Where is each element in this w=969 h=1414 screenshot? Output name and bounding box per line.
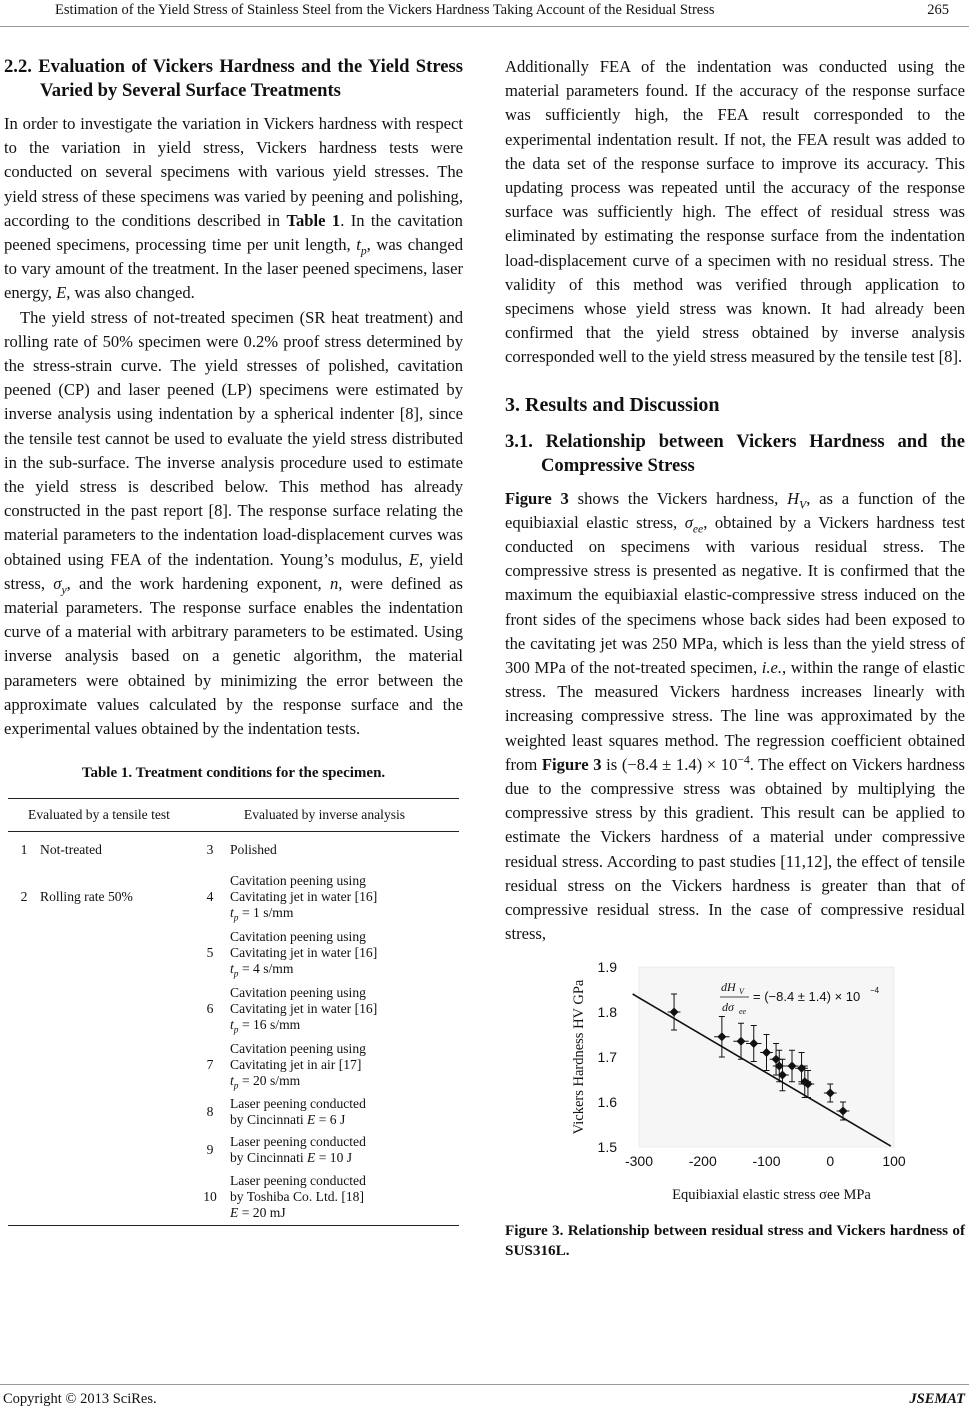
x-tick-label: -100 xyxy=(752,1152,781,1169)
x-tick-label: -300 xyxy=(624,1152,654,1169)
y-tick-label: 1.8 xyxy=(597,1003,617,1020)
y-tick-label: 1.7 xyxy=(597,1048,617,1065)
footer-rule xyxy=(0,1384,969,1385)
table-ref[interactable]: Table 1 xyxy=(286,210,341,230)
page-number: 265 xyxy=(927,2,949,18)
table-row xyxy=(8,1037,459,1093)
annotation-numerator-sub: V xyxy=(739,986,744,996)
row-number xyxy=(8,1037,40,1093)
row-number: 1 xyxy=(20,842,28,858)
treatment-description: Laser peening conducted by Toshiba Co. Ltd. [18] E = 20 mJ xyxy=(230,1169,459,1225)
journal-name: JSEMAT xyxy=(909,1391,965,1407)
table-row xyxy=(8,869,459,925)
specimen-name xyxy=(40,981,190,1037)
section-3-heading: 3. Results and Discussion xyxy=(505,393,720,416)
row-number xyxy=(8,1093,40,1131)
table-header-tensile: Evaluated by a tensile test xyxy=(8,799,190,831)
page-footer xyxy=(0,1384,969,1414)
figure-ref[interactable]: Figure 3 xyxy=(541,754,602,774)
left-column xyxy=(4,55,463,1226)
treatment-description: Cavitation peening using Cavitating jet in water [16] $t_p = 4$ s/mm xyxy=(230,928,378,980)
row-number: 9 xyxy=(206,1142,214,1158)
table-row xyxy=(8,925,459,981)
copyright: Copyright © 2013 SciRes. xyxy=(3,1391,157,1407)
row-number: 2 xyxy=(20,889,28,905)
header-rule xyxy=(0,26,969,27)
right-column xyxy=(505,55,965,1261)
hardness-stress-chart xyxy=(569,961,909,1211)
table-header-inverse: Evaluated by inverse analysis xyxy=(190,799,459,831)
paragraph: The yield stress of not-treated specimen (SR heat treatment) and rolling rate of 50% specimen were 0.2% proof stress determined by the stress-strain curve. The yield stresses of polished, cavitation peened (CP) and laser peened (LP) specimens were estimated by inverse analysis using indentation by a spherical indenter [8], since the tensile test cannot be used to evaluate the yield stress distributed in the sub-surface. The inverse analysis procedure used to estimate the yield stress is described below. This method has already constructed in the past report [8]. The response surface relating the material parameters to the indentation load-displacement curves was obtained using FEA of the indentation. Young’s modulus, E, yield stress, $\sigma_y$, and the work hardening exponent, n, were defined as material parameters. The response surface enables the indentation curve of a material with arbitrary parameters to be estimated. Using inverse analysis based on a genetic algorithm, the material parameters were obtained by minimizing the error between the approximate values calculated by the response surface and the experimental values obtained by the indentation tests. xyxy=(4,307,463,739)
row-number: 7 xyxy=(206,1057,214,1073)
figure-ref[interactable]: Figure 3 xyxy=(505,488,569,508)
treatment-description: Cavitation peening using Cavitating jet in water [16] $t_p = 16$ s/mm xyxy=(230,984,378,1036)
table-row xyxy=(8,1131,459,1169)
row-number: 5 xyxy=(206,945,214,961)
row-number xyxy=(8,1131,40,1169)
y-axis-label: Vickers Hardness HV GPa xyxy=(571,979,587,1134)
row-number xyxy=(8,1169,40,1225)
specimen-name xyxy=(40,1037,190,1093)
treatment-description: Cavitation peening using Cavitating jet in air [17] $t_p = 20$ s/mm xyxy=(230,1040,366,1092)
treatment-description: Laser peening conducted by Cincinnati E = 10 J xyxy=(230,1133,366,1166)
treatment-table xyxy=(8,798,459,1225)
row-number: 10 xyxy=(190,1169,230,1225)
row-number xyxy=(8,925,40,981)
row-number: 6 xyxy=(206,1001,214,1017)
table-caption: Table 1. Treatment conditions for the specimen. xyxy=(81,765,386,782)
annotation-value: = (−8.4 ± 1.4) × 10 xyxy=(753,988,861,1004)
treatment-description: Laser peening conducted by Cincinnati E = 6 J xyxy=(230,1095,366,1128)
specimen-name xyxy=(40,1131,190,1169)
running-title: Estimation of the Yield Stress of Stainless Steel from the Vickers Hardness Taking Account of the Residual Stress xyxy=(55,2,715,18)
specimen-name xyxy=(40,1169,190,1225)
section-3-1-heading: 3.1. Relationship between Vickers Hardness and the Compressive Stress xyxy=(505,430,965,476)
specimen-name xyxy=(40,925,190,981)
x-tick-label: 100 xyxy=(882,1152,906,1169)
row-number: 8 xyxy=(206,1104,214,1120)
specimen-name xyxy=(40,1093,190,1131)
table-row xyxy=(8,1169,459,1225)
figure-caption: Figure 3. Relationship between residual stress and Vickers hardness of SUS316L. xyxy=(505,1221,965,1259)
paragraph: Additionally FEA of the indentation was conducted using the material parameters found. If the accuracy of the response surface was sufficiently high, the FEA result corresponded to the experimental indentation result. If not, the FEA result was added to the data set of the response surface to improve its accuracy. This updating process was repeated until the accuracy of the response surface was sufficiently high. The effect of residual stress was eliminated by estimating the response surface from the indentation load-displacement curve of a specimen with no residual stress. The validity of this method was verified through application to specimens whose yield stress was known. It had already been confirmed that the yield stress obtained by inverse analysis corresponded well to the yield stress measured by the tensile test [8]. xyxy=(505,57,965,367)
row-number: 4 xyxy=(206,889,214,905)
annotation-exponent: −4 xyxy=(870,985,880,995)
x-axis-label: Equibiaxial elastic stress σee MPa xyxy=(672,1186,871,1203)
treatment-description: Polished xyxy=(230,842,277,858)
section-2-2-heading: 2.2. Evaluation of Vickers Hardness and the Yield Stress Varied by Several Surface Treatments xyxy=(4,56,463,101)
annotation-numerator: dH xyxy=(721,979,736,994)
table-row xyxy=(8,1093,459,1131)
page-header xyxy=(0,0,969,28)
y-tick-label: 1.9 xyxy=(597,960,617,975)
specimen-name: Rolling rate 50% xyxy=(40,889,133,905)
paragraph: Figure 3 shows the Vickers hardness, $H_V$, as a function of the equibiaxial elastic stress, $\sigma_{ee}$, obtained by a Vickers hardness test conducted on specimens with various residual stress. The compressive stress is presented as negative. It is confirmed that the maximum the equibiaxial elastic-compressive stress induced on the front sides of the specimens whose back sides had been exposed to the cavitating jet was 250 MPa, which is less than the yield stress of 300 MPa of the not-treated specimen, i.e., within the range of elastic stress. The measured Vickers hardness increases linearly with increasing compressive stress. The line was approximated by the weighted least squares method. The regression coefficient obtained from Figure 3 is $(-8.4 \pm 1.4) \times 10^{-4}$. The effect on Vickers hardness due to the compressive stress was obtained by multiplying the compressive stress by this gradient. This result can be applied to estimate the Vickers hardness of a material under compressive residual stress. According to past studies [11,12], the effect of tensile residual stress on the Vickers hardness is greater than that of compressive residual stress. In the case of compressive residual stress, xyxy=(505,488,965,944)
figure-3 xyxy=(569,961,909,1211)
y-tick-label: 1.5 xyxy=(597,1138,617,1155)
annotation-denominator-sub: ee xyxy=(739,1006,747,1016)
x-tick-label: 0 xyxy=(826,1152,835,1169)
row-number xyxy=(8,981,40,1037)
table-row xyxy=(8,831,459,869)
treatment-description: Cavitation peening using Cavitating jet in water [16] $t_p = 1$ s/mm xyxy=(230,872,378,924)
x-tick-label: -200 xyxy=(688,1152,717,1169)
annotation-denominator: dσ xyxy=(722,999,734,1014)
specimen-name: Not-treated xyxy=(40,842,102,858)
row-number: 3 xyxy=(206,842,214,858)
paragraph: In order to investigate the variation in Vickers hardness with respect to the variation in yield stress, Vickers hardness tests were conducted on several specimens with various yield stresses. The yield stress of these specimens was varied by peening and polishing, according to the conditions described in Table 1. In the cavitation peened specimens, processing time per unit length, $t_p$, was changed to vary amount of the treatment. In the laser peened specimens, laser energy, E, was also changed. xyxy=(4,114,463,303)
table-row xyxy=(8,981,459,1037)
y-tick-label: 1.6 xyxy=(597,1093,617,1110)
